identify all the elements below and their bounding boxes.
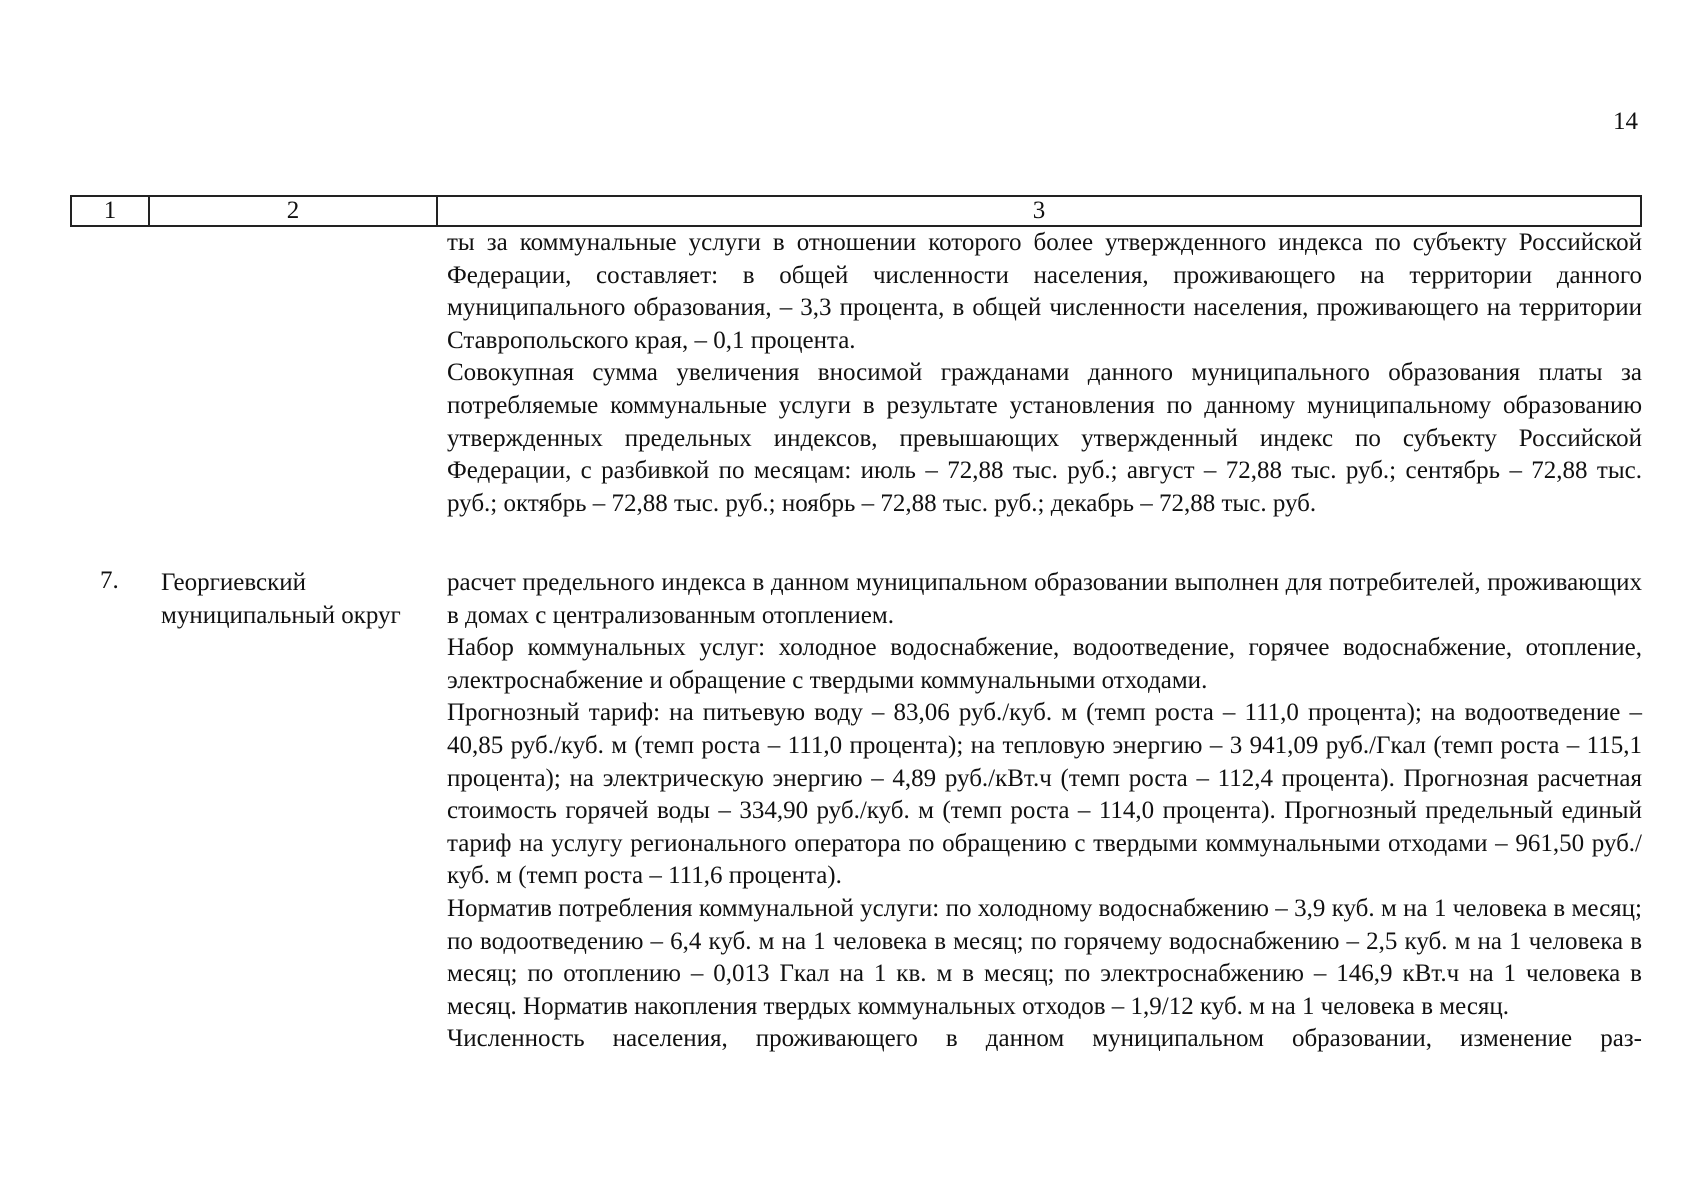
row-7-text-block <box>447 567 1642 1056</box>
paragraph: Набор коммунальных услуг: холодное водоснабжение, водоотведение, горячее водоснабжение, отопление, электроснабжение и обращение с твердыми коммунальными отходами. <box>447 634 1642 694</box>
paragraph: Совокупная сумма увеличения вносимой гражданами данного муниципального образования платы за потребляемые коммунальные услуги в результате установления по данному муниципальному образованию утвержденных предельных индексов, превышающих утвержденный индекс по субъекту Российской Федерации, с разбивкой по месяцам: июль – 72,88 тыс. руб.; август – 72,88 тыс. руб.; сентябрь – 72,88 тыс. руб.; октябрь – 72,88 тыс. руб.; ноябрь – 72,88 тыс. руб.; декабрь – 72,88 тыс. руб. <box>447 359 1642 517</box>
page-number: 14 <box>1613 108 1638 135</box>
municipality-name: Георгиевский муниципальный округ <box>161 569 401 629</box>
paragraph: Норматив потребления коммунальной услуги: по холодному водоснабжению – 3,9 куб. м на 1 человека в месяц; по водоотведению – 6,4 куб. м на 1 человека в месяц; по горячему водоснабжению – 2,5 куб. м на 1 человека в месяц; по отоплению – 0,013 Гкал на 1 кв. м в месяц; по электроснабжению – 146,9 кВт.ч на 1 человека в месяц. Норматив накопления твердых коммунальных отходов – 1,9/12 куб. м на 1 человека в месяц. <box>447 894 1642 1020</box>
paragraph: ты за коммунальные услуги в отношении которого более утвержденного индекса по субъекту Российской Федерации, составляет: в общей численности населения, проживающего на территории данного муниципального образования, – 3,3 процента, в общей численности населения, проживающего на территории Ставропольского края, – 0,1 процента. <box>447 229 1642 354</box>
column-header-table <box>70 195 1642 227</box>
paragraph: Численность населения, проживающего в данном муниципальном образовании, изменение раз- <box>447 1025 1642 1053</box>
column-header-3: 3 <box>437 196 1641 226</box>
column-header-2: 2 <box>149 196 437 226</box>
paragraph: расчет предельного индекса в данном муниципальном образовании выполнен для потребителей, проживающих в домах с централизованным отоплением. <box>447 569 1642 629</box>
continued-text-block <box>447 227 1642 520</box>
paragraph: Прогнозный тариф: на питьевую воду – 83,06 руб./куб. м (темп роста – 111,0 процента); на водоотведение – 40,85 руб./куб. м (темп роста – 111,0 процента); на тепловую энергию – 3 941,09 руб./Гкал (темп роста – 115,1 процента); на электрическую энергию – 4,89 руб./кВт.ч (темп роста – 112,4 процента). Прогнозная расчетная стоимость горячей воды – 334,90 руб./куб. м (темп роста – 114,0 процента). Прогнозный предельный единый тариф на услугу регионального оператора по обращению с твердыми коммунальными отходами – 961,50 руб./куб. м (темп роста – 111,6 процента). <box>447 699 1642 890</box>
column-header-1: 1 <box>71 196 149 226</box>
row-number: 7. <box>100 567 119 594</box>
